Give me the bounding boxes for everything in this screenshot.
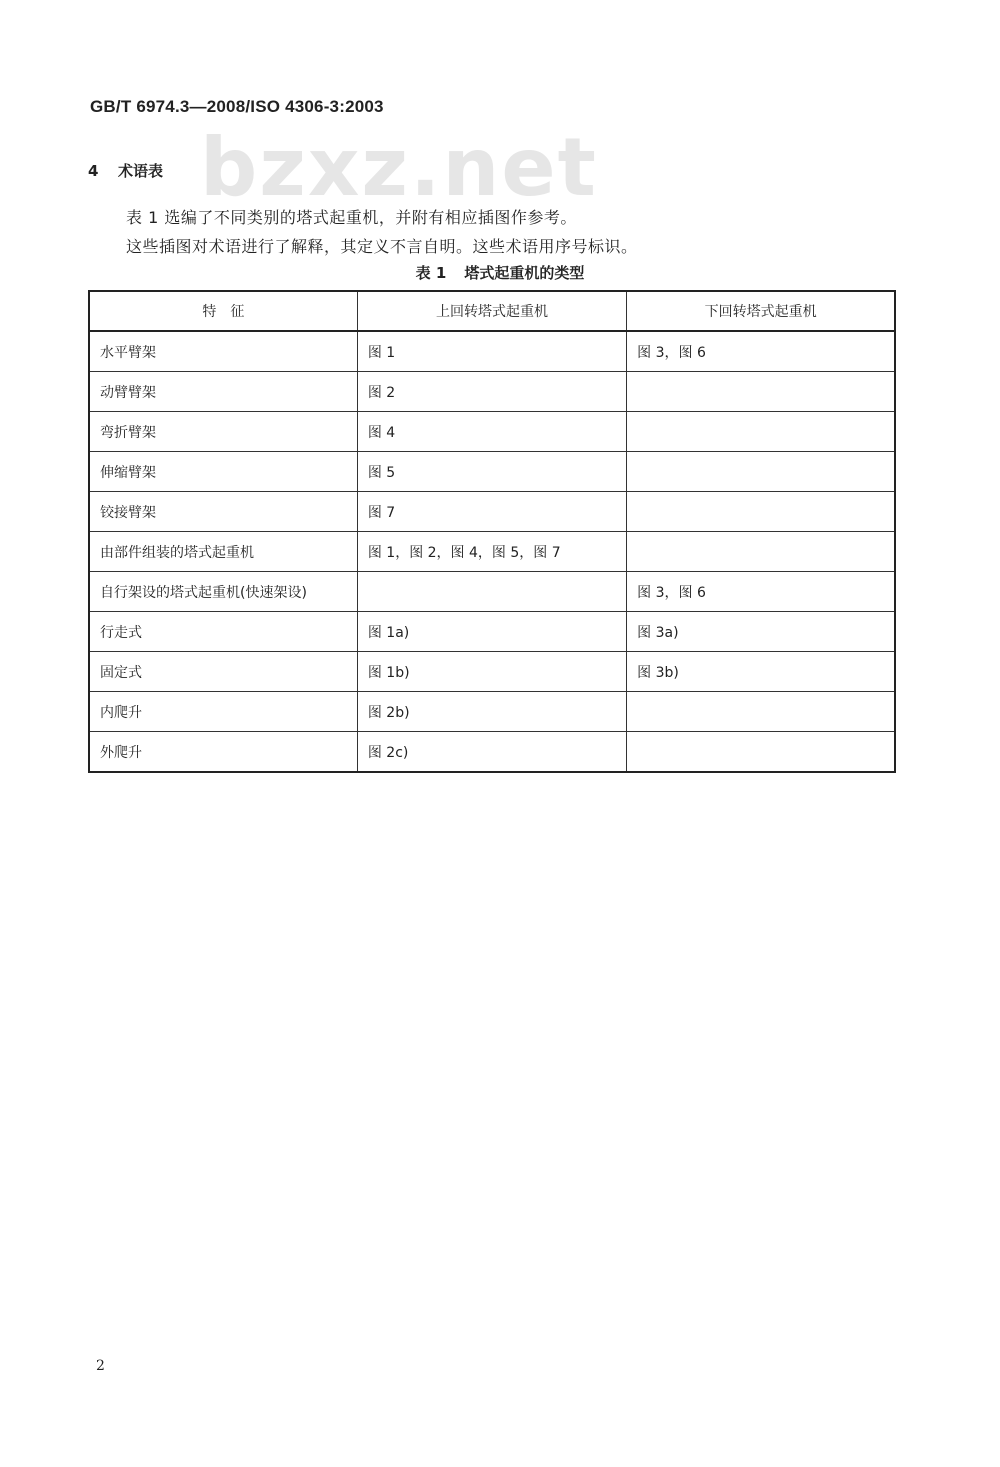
cell-feature: 铰接臂架 <box>89 492 357 532</box>
table-header-row <box>89 291 895 331</box>
cell-bottom-slewing: 图 3，图 6 <box>627 331 895 372</box>
cell-bottom-slewing <box>627 412 895 452</box>
header-bottom-slewing: 下回转塔式起重机 <box>627 291 895 331</box>
table-row <box>89 572 895 612</box>
cell-feature: 自行架设的塔式起重机(快速架设) <box>89 572 357 612</box>
table-row <box>89 452 895 492</box>
cell-feature: 水平臂架 <box>89 331 357 372</box>
cell-feature: 动臂臂架 <box>89 372 357 412</box>
cell-feature: 内爬升 <box>89 692 357 732</box>
table-row <box>89 412 895 452</box>
table-row <box>89 652 895 692</box>
cell-bottom-slewing: 图 3b) <box>627 652 895 692</box>
cell-feature: 行走式 <box>89 612 357 652</box>
cell-top-slewing: 图 1b) <box>357 652 626 692</box>
crane-types-table <box>88 290 896 773</box>
table-caption <box>0 262 1000 283</box>
cell-bottom-slewing <box>627 732 895 773</box>
cell-bottom-slewing <box>627 532 895 572</box>
cell-bottom-slewing <box>627 692 895 732</box>
table-caption-title: 塔式起重机的类型 <box>464 264 585 282</box>
cell-bottom-slewing <box>627 372 895 412</box>
cell-bottom-slewing: 图 3a) <box>627 612 895 652</box>
cell-top-slewing: 图 5 <box>357 452 626 492</box>
table-row <box>89 692 895 732</box>
table-row <box>89 331 895 372</box>
section-heading <box>88 160 163 181</box>
table-row <box>89 532 895 572</box>
standard-header: GB/T 6974.3—2008/ISO 4306-3:2003 <box>90 97 384 116</box>
cell-feature: 由部件组装的塔式起重机 <box>89 532 357 572</box>
table-row <box>89 732 895 773</box>
cell-top-slewing <box>357 572 626 612</box>
cell-feature: 伸缩臂架 <box>89 452 357 492</box>
cell-top-slewing: 图 1 <box>357 331 626 372</box>
cell-feature: 外爬升 <box>89 732 357 773</box>
header-top-slewing: 上回转塔式起重机 <box>357 291 626 331</box>
cell-top-slewing: 图 4 <box>357 412 626 452</box>
table-row <box>89 372 895 412</box>
cell-feature: 固定式 <box>89 652 357 692</box>
cell-top-slewing: 图 2 <box>357 372 626 412</box>
cell-top-slewing: 图 1，图 2，图 4，图 5，图 7 <box>357 532 626 572</box>
table-row <box>89 492 895 532</box>
cell-top-slewing: 图 1a) <box>357 612 626 652</box>
cell-bottom-slewing <box>627 492 895 532</box>
header-feature: 特 征 <box>89 291 357 331</box>
paragraph-1: 表 1 选编了不同类别的塔式起重机，并附有相应插图作参考。 <box>126 208 577 227</box>
cell-bottom-slewing <box>627 452 895 492</box>
paragraph-2: 这些插图对术语进行了解释，其定义不言自明。这些术语用序号标识。 <box>126 237 638 256</box>
watermark: bzxz.net <box>200 121 598 214</box>
section-number: 4 <box>88 162 99 180</box>
page-number: 2 <box>96 1358 105 1374</box>
section-title: 术语表 <box>118 162 164 180</box>
table-caption-number: 表 1 <box>415 264 447 282</box>
cell-top-slewing: 图 2b) <box>357 692 626 732</box>
cell-top-slewing: 图 7 <box>357 492 626 532</box>
cell-top-slewing: 图 2c) <box>357 732 626 773</box>
cell-feature: 弯折臂架 <box>89 412 357 452</box>
table-row <box>89 612 895 652</box>
cell-bottom-slewing: 图 3，图 6 <box>627 572 895 612</box>
